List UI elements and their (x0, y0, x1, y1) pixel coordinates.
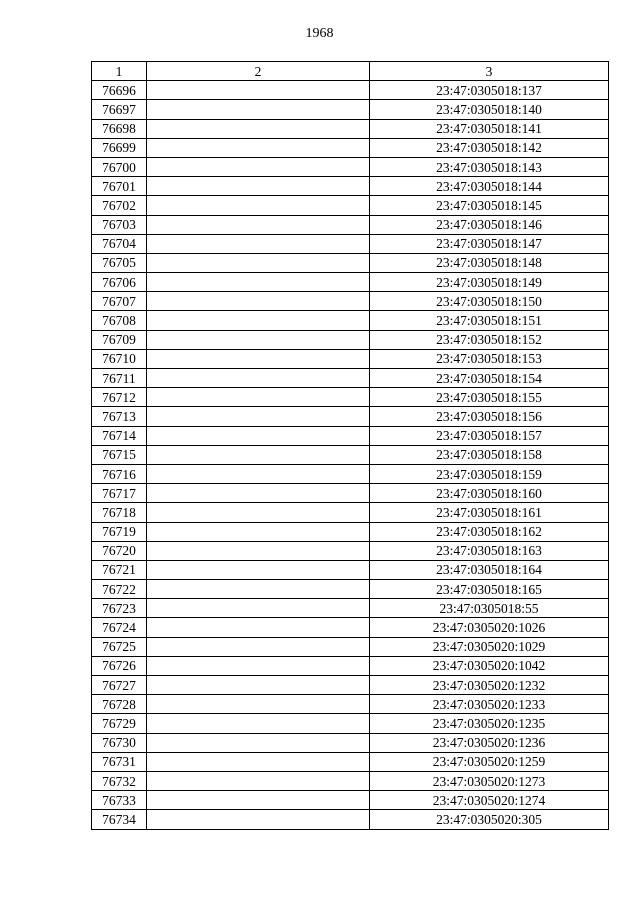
table-row (92, 733, 609, 752)
description-cell (147, 560, 370, 579)
description-cell (147, 618, 370, 637)
description-cell (147, 157, 370, 176)
description-cell (147, 771, 370, 790)
description-cell (147, 810, 370, 829)
cadastral-number-cell: 23:47:0305018:162 (370, 522, 609, 541)
table-row (92, 791, 609, 810)
table-row (92, 810, 609, 829)
row-number-cell: 76712 (92, 388, 147, 407)
cadastral-number-cell: 23:47:0305018:160 (370, 484, 609, 503)
table-row (92, 560, 609, 579)
row-number-cell: 76721 (92, 560, 147, 579)
description-cell (147, 100, 370, 119)
cadastral-number-cell: 23:47:0305018:163 (370, 541, 609, 560)
cadastral-number-cell: 23:47:0305018:148 (370, 253, 609, 272)
row-number-cell: 76713 (92, 407, 147, 426)
description-cell (147, 503, 370, 522)
cadastral-number-cell: 23:47:0305018:142 (370, 138, 609, 157)
table-row (92, 292, 609, 311)
row-number-cell: 76725 (92, 637, 147, 656)
cadastral-number-cell: 23:47:0305018:146 (370, 215, 609, 234)
row-number-cell: 76720 (92, 541, 147, 560)
table-row (92, 464, 609, 483)
row-number-cell: 76724 (92, 618, 147, 637)
table-row (92, 311, 609, 330)
cadastral-number-cell: 23:47:0305018:150 (370, 292, 609, 311)
description-cell (147, 119, 370, 138)
table-row (92, 119, 609, 138)
row-number-cell: 76718 (92, 503, 147, 522)
table-row (92, 484, 609, 503)
description-cell (147, 253, 370, 272)
cadastral-number-cell: 23:47:0305018:140 (370, 100, 609, 119)
description-cell (147, 541, 370, 560)
cadastral-number-cell: 23:47:0305020:1273 (370, 771, 609, 790)
cadastral-number-cell: 23:47:0305020:1259 (370, 752, 609, 771)
description-cell (147, 215, 370, 234)
row-number-cell: 76716 (92, 464, 147, 483)
description-cell (147, 791, 370, 810)
row-number-cell: 76698 (92, 119, 147, 138)
table-row (92, 522, 609, 541)
cadastral-number-cell: 23:47:0305018:159 (370, 464, 609, 483)
row-number-cell: 76709 (92, 330, 147, 349)
table-row (92, 599, 609, 618)
row-number-cell: 76711 (92, 369, 147, 388)
table-row (92, 81, 609, 100)
column-header: 2 (147, 62, 370, 81)
description-cell (147, 637, 370, 656)
row-number-cell: 76733 (92, 791, 147, 810)
table-row (92, 196, 609, 215)
cadastral-number-cell: 23:47:0305018:144 (370, 177, 609, 196)
cadastral-number-cell: 23:47:0305018:145 (370, 196, 609, 215)
description-cell (147, 196, 370, 215)
description-cell (147, 464, 370, 483)
table-row (92, 407, 609, 426)
description-cell (147, 695, 370, 714)
cadastral-number-cell: 23:47:0305020:1235 (370, 714, 609, 733)
description-cell (147, 81, 370, 100)
row-number-cell: 76703 (92, 215, 147, 234)
description-cell (147, 273, 370, 292)
row-number-cell: 76729 (92, 714, 147, 733)
description-cell (147, 522, 370, 541)
description-cell (147, 676, 370, 695)
table-body (92, 81, 609, 829)
description-cell (147, 177, 370, 196)
description-cell (147, 407, 370, 426)
table-row (92, 503, 609, 522)
cadastral-number-cell: 23:47:0305018:154 (370, 369, 609, 388)
row-number-cell: 76730 (92, 733, 147, 752)
row-number-cell: 76706 (92, 273, 147, 292)
cadastral-number-cell: 23:47:0305018:141 (370, 119, 609, 138)
table-row (92, 541, 609, 560)
row-number-cell: 76717 (92, 484, 147, 503)
row-number-cell: 76701 (92, 177, 147, 196)
table-row (92, 695, 609, 714)
table-row (92, 752, 609, 771)
column-header: 3 (370, 62, 609, 81)
row-number-cell: 76715 (92, 445, 147, 464)
table-row (92, 618, 609, 637)
cadastral-number-cell: 23:47:0305018:155 (370, 388, 609, 407)
row-number-cell: 76727 (92, 676, 147, 695)
table-row (92, 234, 609, 253)
cadastral-number-cell: 23:47:0305018:161 (370, 503, 609, 522)
table-row (92, 177, 609, 196)
cadastral-number-cell: 23:47:0305018:149 (370, 273, 609, 292)
row-number-cell: 76707 (92, 292, 147, 311)
cadastral-number-cell: 23:47:0305018:165 (370, 580, 609, 599)
description-cell (147, 311, 370, 330)
table-row (92, 445, 609, 464)
row-number-cell: 76697 (92, 100, 147, 119)
description-cell (147, 656, 370, 675)
cadastral-number-cell: 23:47:0305018:152 (370, 330, 609, 349)
row-number-cell: 76710 (92, 349, 147, 368)
cadastral-number-cell: 23:47:0305018:153 (370, 349, 609, 368)
table-row (92, 138, 609, 157)
table-row (92, 388, 609, 407)
row-number-cell: 76714 (92, 426, 147, 445)
description-cell (147, 714, 370, 733)
table-row (92, 100, 609, 119)
description-cell (147, 426, 370, 445)
table-row (92, 637, 609, 656)
description-cell (147, 330, 370, 349)
table-row (92, 330, 609, 349)
cadastral-number-cell: 23:47:0305020:1274 (370, 791, 609, 810)
cadastral-number-cell: 23:47:0305020:1029 (370, 637, 609, 656)
registry-table (91, 61, 609, 830)
cadastral-number-cell: 23:47:0305020:1042 (370, 656, 609, 675)
description-cell (147, 234, 370, 253)
cadastral-number-cell: 23:47:0305018:156 (370, 407, 609, 426)
cadastral-number-cell: 23:47:0305020:1026 (370, 618, 609, 637)
page-number: 1968 (305, 26, 334, 41)
row-number-cell: 76728 (92, 695, 147, 714)
table-row (92, 676, 609, 695)
table-row (92, 369, 609, 388)
cadastral-number-cell: 23:47:0305018:164 (370, 560, 609, 579)
table-row (92, 157, 609, 176)
table-row (92, 273, 609, 292)
table-header-row (92, 62, 609, 81)
row-number-cell: 76722 (92, 580, 147, 599)
row-number-cell: 76732 (92, 771, 147, 790)
description-cell (147, 138, 370, 157)
cadastral-number-cell: 23:47:0305018:55 (370, 599, 609, 618)
description-cell (147, 369, 370, 388)
description-cell (147, 388, 370, 407)
description-cell (147, 349, 370, 368)
description-cell (147, 292, 370, 311)
row-number-cell: 76702 (92, 196, 147, 215)
row-number-cell: 76699 (92, 138, 147, 157)
row-number-cell: 76726 (92, 656, 147, 675)
row-number-cell: 76696 (92, 81, 147, 100)
description-cell (147, 445, 370, 464)
row-number-cell: 76705 (92, 253, 147, 272)
row-number-cell: 76704 (92, 234, 147, 253)
row-number-cell: 76719 (92, 522, 147, 541)
cadastral-number-cell: 23:47:0305018:147 (370, 234, 609, 253)
cadastral-number-cell: 23:47:0305018:151 (370, 311, 609, 330)
description-cell (147, 599, 370, 618)
cadastral-number-cell: 23:47:0305018:143 (370, 157, 609, 176)
table-row (92, 349, 609, 368)
row-number-cell: 76731 (92, 752, 147, 771)
cadastral-number-cell: 23:47:0305020:1236 (370, 733, 609, 752)
row-number-cell: 76734 (92, 810, 147, 829)
table-row (92, 771, 609, 790)
table-row (92, 656, 609, 675)
description-cell (147, 752, 370, 771)
cadastral-number-cell: 23:47:0305020:1232 (370, 676, 609, 695)
table-row (92, 714, 609, 733)
description-cell (147, 733, 370, 752)
description-cell (147, 484, 370, 503)
cadastral-number-cell: 23:47:0305020:305 (370, 810, 609, 829)
row-number-cell: 76723 (92, 599, 147, 618)
description-cell (147, 580, 370, 599)
cadastral-number-cell: 23:47:0305018:157 (370, 426, 609, 445)
row-number-cell: 76708 (92, 311, 147, 330)
table-row (92, 253, 609, 272)
cadastral-number-cell: 23:47:0305018:137 (370, 81, 609, 100)
table-row (92, 215, 609, 234)
table-row (92, 580, 609, 599)
table-row (92, 426, 609, 445)
column-header: 1 (92, 62, 147, 81)
cadastral-number-cell: 23:47:0305018:158 (370, 445, 609, 464)
cadastral-number-cell: 23:47:0305020:1233 (370, 695, 609, 714)
row-number-cell: 76700 (92, 157, 147, 176)
